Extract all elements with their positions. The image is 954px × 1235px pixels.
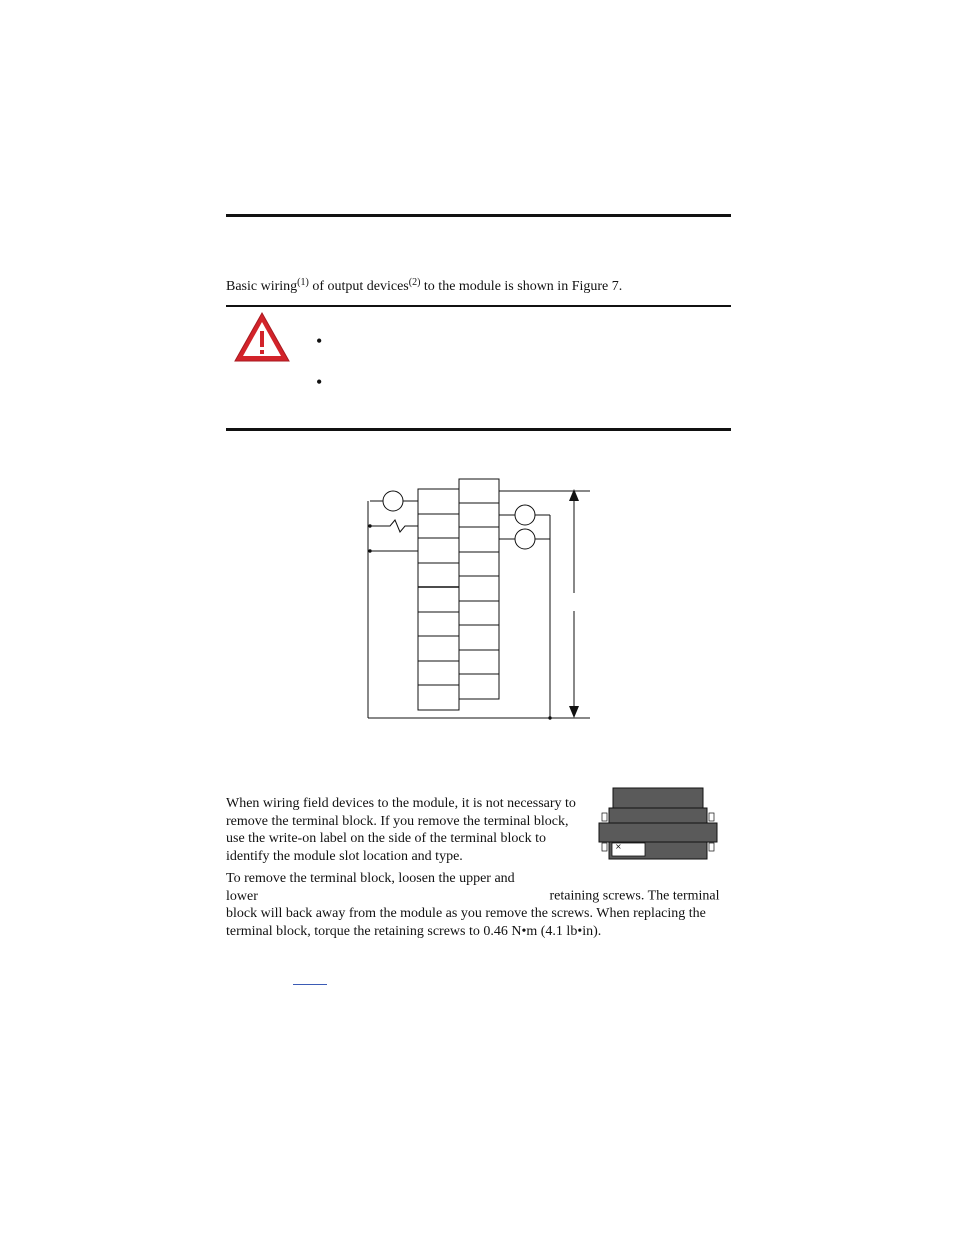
warning-top-rule [226, 305, 731, 307]
right-field-wiring [499, 491, 590, 719]
resistor-load [370, 520, 418, 532]
link-underline[interactable] [293, 984, 327, 985]
intro-end: to the module is shown in Figure 7. [420, 279, 623, 294]
removal-paragraph-2-rest: retaining screws. The terminal block will back away from the module as you remove the screws. When replacing the terminal block, torque the retaining screws to 0.46 N•m (4.1 lb•in). [226, 888, 720, 939]
intro-text [226, 278, 622, 296]
left-field-wiring [368, 491, 590, 718]
intro-start: Basic wiring [226, 279, 298, 294]
warning-bottom-rule [226, 428, 731, 431]
warning-triangle-icon [233, 311, 291, 363]
warning-bullet-1: • [316, 331, 323, 351]
right-terminal-column [459, 479, 499, 699]
removal-paragraph-1: When wiring field devices to the module, it is not necessary to remove the terminal block. If you remove the terminal block, use the write-on label on the side of the terminal block to identify the module slot location and type. [226, 796, 576, 864]
left-terminal-column [418, 489, 459, 710]
removal-paragraph-2 [226, 870, 731, 940]
load-circle-left [383, 491, 403, 511]
footnote-ref-2[interactable]: (2) [408, 277, 421, 288]
write-on-label-mark: × [615, 842, 622, 851]
supply-arrow [569, 489, 579, 718]
wiring-diagram [360, 475, 600, 725]
removal-paragraph-2-lead: To remove the terminal block, loosen the upper and lower [226, 871, 515, 904]
footnote-ref-1[interactable]: (1) [297, 277, 309, 288]
warning-bullet-2: • [316, 372, 323, 392]
top-rule [226, 214, 731, 217]
load-circle-right-2 [515, 529, 535, 549]
intro-middle: of output devices [308, 279, 409, 294]
load-circle-right-1 [515, 505, 535, 525]
